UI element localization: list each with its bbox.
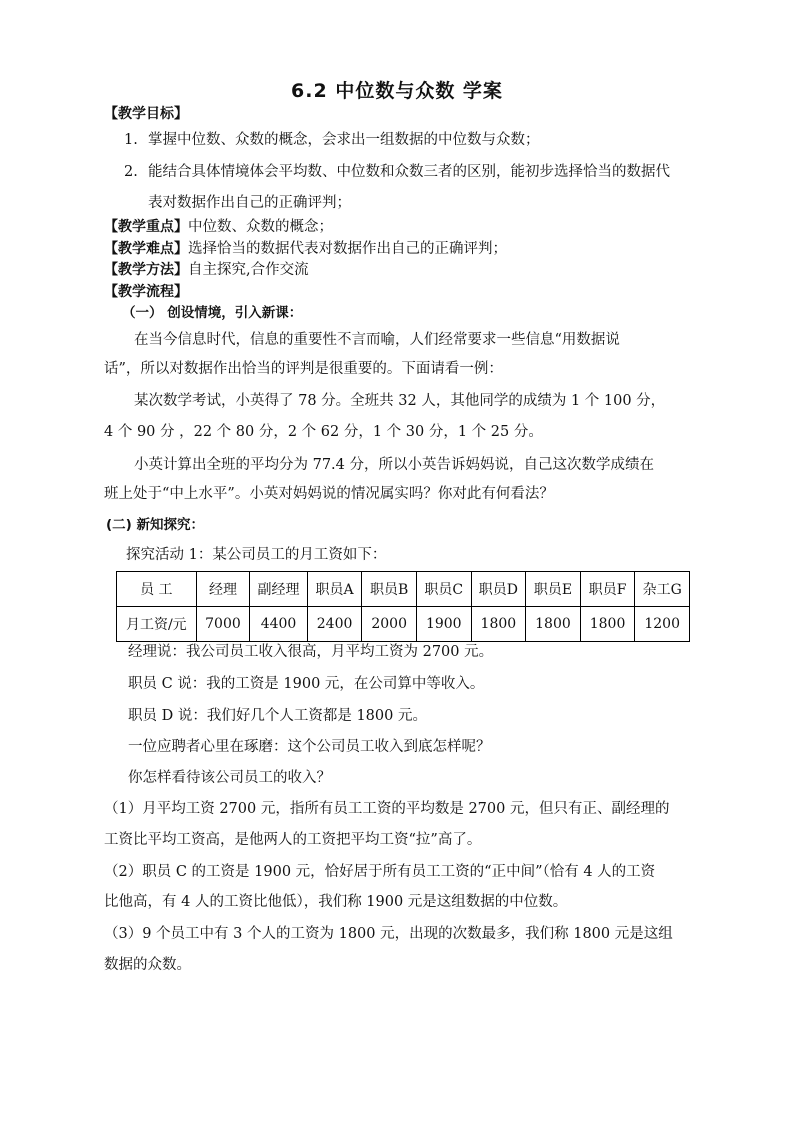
table-header-cell: 员 工	[117, 572, 197, 607]
objectives-heading: 【教学目标】	[104, 106, 188, 122]
table-cell: 1900	[416, 607, 471, 642]
difficult-points-row	[104, 239, 507, 259]
section-1-paragraph-3-line-1: 小英计算出全班的平均分为 77.4 分，所以小英告诉妈妈说，自己这次数学成绩在	[134, 457, 655, 473]
process-heading: 【教学流程】	[104, 284, 188, 300]
table-header-cell: 职员D	[471, 572, 526, 607]
page-title: 6.2 中位数与众数 学案	[291, 80, 503, 102]
methods-text: 自主探究,合作交流	[188, 262, 309, 278]
objective-2-text: 能结合具体情境体会平均数、中位数和众数三者的区别，能初步选择恰当的数据代	[148, 164, 670, 180]
activity-1-intro: 探究活动 1：某公司员工的月工资如下：	[126, 547, 387, 563]
analysis-3-line-2: 数据的众数。	[104, 957, 191, 973]
section-1-paragraph-2-line-1: 某次数学考试，小英得了 78 分。全班共 32 人，其他同学的成绩为 1 个 100 分，	[134, 393, 666, 409]
table-cell: 4400	[250, 607, 308, 642]
analysis-1-line-1: （1）月平均工资 2700 元，指所有员工工资的平均数是 2700 元，但只有正、副经理的	[104, 801, 670, 817]
discussion-question: 你怎样看待该公司员工的收入？	[128, 770, 331, 786]
section-1-paragraph-3-line-2: 班上处于“中上水平”。小英对妈妈说的情况属实吗？你对此有何看法？	[104, 486, 554, 502]
table-header-cell: 职员F	[580, 572, 635, 607]
analysis-3-line-1: （3）9 个员工中有 3 个人的工资为 1800 元，出现的次数最多，我们称 1800 元是这组	[104, 926, 673, 942]
objective-1-number: 1.	[124, 132, 138, 148]
key-points-text: 中位数、众数的概念；	[188, 219, 333, 235]
table-cell: 1800	[471, 607, 526, 642]
table-header-cell: 经理	[196, 572, 250, 607]
table-header-cell: 职员B	[362, 572, 417, 607]
section-1-heading: （一） 创设情境，引入新课：	[122, 305, 303, 321]
analysis-2-line-1: （2）职员 C 的工资是 1900 元，恰好居于所有员工工资的“正中间”（恰有 4 人的工资	[104, 864, 656, 880]
table-cell: 1200	[635, 607, 690, 642]
key-points-row	[104, 217, 333, 237]
analysis-2-line-2: 比他高，有 4 人的工资比他低），我们称 1900 元是这组数据的中位数。	[104, 894, 568, 910]
table-header-cell: 职员A	[307, 572, 362, 607]
applicant-statement: 一位应聘者心里在琢磨：这个公司员工收入到底怎样呢？	[128, 739, 491, 755]
objective-2-continuation: 表对数据作出自己的正确评判；	[148, 195, 351, 211]
objective-2-number: 2.	[124, 164, 138, 180]
objective-1-text: 掌握中位数、众数的概念，会求出一组数据的中位数与众数；	[148, 132, 540, 148]
table-cell: 7000	[196, 607, 250, 642]
manager-statement: 经理说：我公司员工收入很高，月平均工资为 2700 元。	[128, 644, 494, 660]
section-1-paragraph-2-line-2: 4 个 90 分 ，22 个 80 分，2 个 62 分，1 个 30 分，1 个 25 分。	[104, 424, 543, 440]
difficult-points-text: 选择恰当的数据代表对数据作出自己的正确评判；	[188, 241, 507, 257]
table-cell: 2400	[307, 607, 362, 642]
table-cell: 月工资/元	[117, 607, 197, 642]
section-1-paragraph-1-line-1: 在当今信息时代，信息的重要性不言而喻，人们经常要求一些信息“用数据说	[134, 332, 620, 348]
table-header-cell: 杂工G	[635, 572, 690, 607]
table-header-cell: 职员C	[416, 572, 471, 607]
section-1-paragraph-1-line-2: 话”，所以对数据作出恰当的评判是很重要的。下面请看一例：	[104, 361, 503, 377]
analysis-1-line-2: 工资比平均工资高，是他两人的工资把平均工资“拉”高了。	[104, 832, 482, 848]
table-header-cell: 职员E	[526, 572, 581, 607]
table-cell: 1800	[580, 607, 635, 642]
table-header-cell: 副经理	[250, 572, 308, 607]
difficult-points-label: 【教学难点】	[104, 241, 188, 257]
key-points-label: 【教学重点】	[104, 219, 188, 235]
table-header-row	[117, 572, 690, 607]
staff-d-statement: 职员 D 说：我们好几个人工资都是 1800 元。	[128, 708, 427, 724]
staff-c-statement: 职员 C 说：我的工资是 1900 元，在公司算中等收入。	[128, 676, 485, 692]
section-2-heading: (二) 新知探究：	[106, 517, 205, 533]
methods-row	[104, 260, 309, 280]
table-cell: 1800	[526, 607, 581, 642]
table-cell: 2000	[362, 607, 417, 642]
table-row	[117, 607, 690, 642]
wage-table	[116, 571, 690, 642]
methods-label: 【教学方法】	[104, 262, 188, 278]
